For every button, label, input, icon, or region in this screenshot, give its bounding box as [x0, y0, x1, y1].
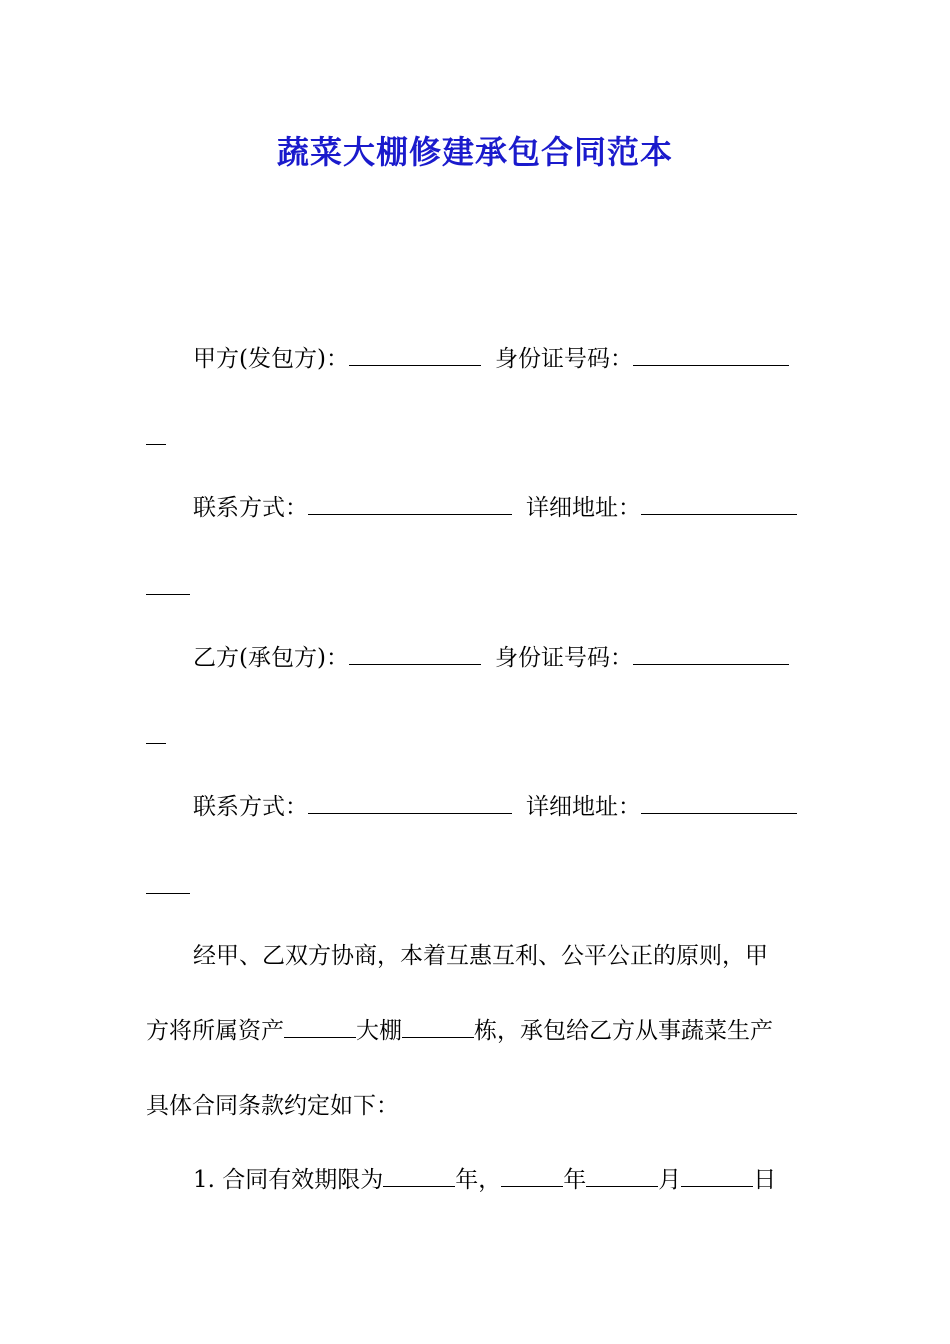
party-a-contact-blank: [308, 492, 512, 515]
party-a-address-blank-continued: [146, 593, 190, 595]
party-a-address-label: 详细地址：: [526, 495, 641, 521]
party-b-label: 乙方(承包方)：: [193, 645, 349, 671]
party-b-address-blank-continued: [146, 892, 190, 894]
document-title: 蔬菜大棚修建承包合同范本: [276, 133, 673, 171]
clause-1-part-e: 日: [753, 1167, 777, 1193]
party-b-contact-line: [193, 789, 797, 825]
term-years-blank: [383, 1164, 455, 1187]
party-a-name-blank: [349, 343, 481, 366]
party-b-line: [193, 640, 789, 676]
start-day-blank: [681, 1164, 753, 1187]
intro-line-2-part-b: 大棚: [356, 1018, 402, 1044]
party-a-contact-label: 联系方式：: [193, 495, 308, 521]
intro-line-1: 经甲、乙双方协商，本着互惠互利、公平公正的原则，甲: [193, 943, 768, 969]
party-a-id-label: 身份证号码：: [494, 346, 633, 372]
party-b-address-label: 详细地址：: [526, 794, 641, 820]
clause-1-part-b: 年，: [455, 1167, 502, 1193]
start-month-blank: [586, 1164, 658, 1187]
intro-line-2-part-c: 栋，承包给乙方从事蔬菜生产: [474, 1018, 773, 1044]
party-b-id-blank: [633, 642, 789, 665]
party-a-address-blank: [641, 492, 797, 515]
party-b-id-blank-continued: [146, 742, 166, 744]
clause-1-part-a: 1. 合同有效期限为: [193, 1167, 384, 1193]
start-year-blank: [501, 1164, 563, 1187]
party-b-address-blank: [641, 791, 797, 814]
asset-blank: [284, 1015, 356, 1038]
party-b-contact-label: 联系方式：: [193, 794, 308, 820]
party-a-label: 甲方(发包方)：: [193, 346, 349, 372]
party-b-id-label: 身份证号码：: [494, 645, 633, 671]
intro-line-2-part-a: 方将所属资产: [146, 1018, 284, 1044]
party-a-id-blank-continued: [146, 443, 166, 445]
intro-line-3: 具体合同条款约定如下：: [146, 1093, 399, 1119]
party-a-contact-line: [193, 490, 797, 526]
party-b-contact-blank: [308, 791, 512, 814]
clause-1-line: [193, 1162, 776, 1198]
intro-line-2: [146, 1013, 773, 1049]
clause-1-part-c: 年: [563, 1167, 587, 1193]
clause-1-part-d: 月: [658, 1167, 682, 1193]
party-b-name-blank: [349, 642, 481, 665]
party-a-id-blank: [633, 343, 789, 366]
greenhouse-count-blank: [402, 1015, 474, 1038]
party-a-line: [193, 341, 789, 377]
